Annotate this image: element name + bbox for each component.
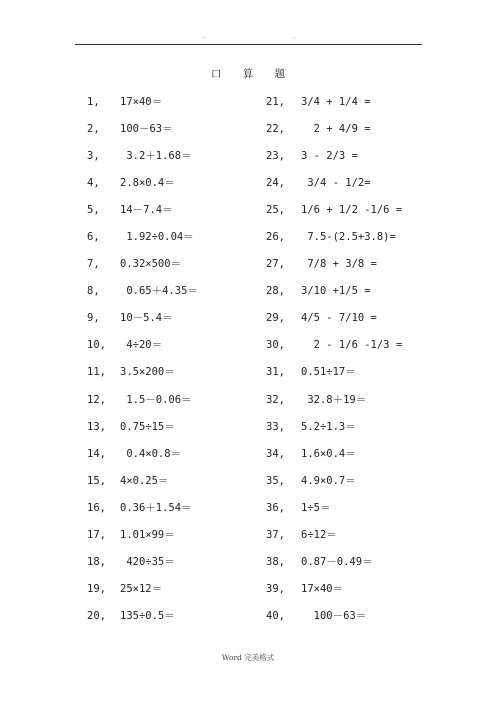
problem-number: 36,	[266, 501, 285, 514]
problem-expression: 14－7.4＝	[120, 204, 173, 217]
problem-expression: 7.5-(2.5+3.8)=	[301, 231, 396, 244]
problem-expression: 135÷0.5＝	[120, 609, 175, 622]
problem-expression: 7/8 + 3/8 =	[301, 258, 377, 271]
problem-number: 10,	[87, 339, 106, 352]
problem-number: 21,	[266, 96, 285, 108]
problem-expression: 25×12＝	[120, 582, 163, 595]
problem-number: 17,	[87, 528, 106, 541]
problem-number: 33,	[266, 420, 285, 433]
problem-expression: 1.92÷0.04＝	[120, 231, 194, 244]
problem-number: 27,	[266, 258, 285, 271]
problem-number: 1,	[87, 96, 100, 108]
problem-number: 14,	[87, 447, 106, 460]
problem-expression: 0.36＋1.54＝	[120, 501, 192, 514]
problem-number: 8,	[87, 285, 100, 298]
problem-expression: 100－63＝	[120, 123, 173, 136]
problem-row	[87, 311, 198, 338]
problem-number: 32,	[266, 393, 285, 406]
problem-expression: 17×40＝	[120, 96, 163, 108]
problem-row	[266, 447, 402, 474]
problem-row	[266, 176, 402, 203]
right-problem-column	[266, 95, 402, 636]
problem-expression: 2 - 1/6 -1/3 =	[301, 339, 403, 352]
left-problem-column	[87, 95, 198, 636]
title-char: 题	[274, 68, 286, 80]
problem-expression: 10－5.4＝	[120, 312, 173, 325]
problem-row	[266, 203, 402, 230]
problem-row	[87, 176, 198, 203]
problem-expression: 3/4 - 1/2=	[301, 177, 371, 190]
problem-number: 39,	[266, 582, 285, 595]
problem-expression: 0.32×500＝	[120, 258, 182, 271]
problem-expression: 3.5×200＝	[120, 366, 175, 379]
problem-row	[87, 501, 198, 528]
problem-number: 38,	[266, 555, 285, 568]
problem-row	[266, 609, 402, 636]
problem-row	[87, 257, 198, 284]
problem-row	[87, 609, 198, 636]
header-dot-right: .	[293, 33, 295, 40]
problem-expression: 2.8×0.4＝	[120, 177, 175, 190]
header-rule	[75, 44, 422, 45]
problem-number: 31,	[266, 366, 285, 379]
problem-row	[266, 501, 402, 528]
problem-expression: 5.2÷1.3＝	[301, 420, 356, 433]
problem-number: 11,	[87, 366, 106, 379]
problem-row	[87, 95, 198, 122]
footer-text: Word 完美格式	[221, 653, 275, 662]
problem-row	[266, 582, 402, 609]
problem-row	[266, 230, 402, 257]
problem-expression: 3/4 + 1/4 =	[301, 96, 371, 108]
problem-row	[266, 474, 402, 501]
problem-number: 23,	[266, 150, 285, 163]
problem-row	[266, 311, 402, 338]
page-title	[0, 66, 496, 81]
problem-row	[87, 230, 198, 257]
problem-row	[87, 393, 198, 420]
problem-row	[87, 447, 198, 474]
problem-row	[266, 284, 402, 311]
problem-number: 20,	[87, 609, 106, 622]
problem-number: 29,	[266, 312, 285, 325]
problem-number: 2,	[87, 123, 100, 136]
problem-number: 35,	[266, 474, 285, 487]
problem-row	[87, 338, 198, 365]
problem-row	[266, 528, 402, 555]
problem-number: 24,	[266, 177, 285, 190]
title-char: 口	[210, 68, 222, 80]
problem-expression: 1.6×0.4＝	[301, 447, 356, 460]
problem-number: 6,	[87, 231, 100, 244]
problem-expression: 0.87－0.49＝	[301, 555, 373, 568]
problem-expression: 4×0.25＝	[120, 474, 169, 487]
problem-row	[266, 95, 402, 122]
problem-expression: 32.8＋19＝	[301, 393, 367, 406]
problem-row	[266, 420, 402, 447]
problem-number: 15,	[87, 474, 106, 487]
problem-expression: 3 - 2/3 =	[301, 150, 358, 163]
problem-expression: 1.01×99＝	[120, 528, 175, 541]
problem-number: 4,	[87, 177, 100, 190]
problem-expression: 420÷35＝	[120, 555, 175, 568]
problem-row	[87, 365, 198, 392]
problem-number: 26,	[266, 231, 285, 244]
problem-number: 34,	[266, 447, 285, 460]
problem-row	[266, 257, 402, 284]
problem-expression: 2 + 4/9 =	[301, 123, 371, 136]
problem-number: 9,	[87, 312, 100, 325]
problem-expression: 6÷12＝	[301, 528, 337, 541]
problem-expression: 0.51÷17＝	[301, 366, 356, 379]
problem-expression: 3/10 +1/5 =	[301, 285, 371, 298]
problem-expression: 0.4×0.8＝	[120, 447, 182, 460]
problem-expression: 3.2＋1.68＝	[120, 150, 192, 163]
problem-row	[266, 555, 402, 582]
problem-row	[87, 528, 198, 555]
problem-number: 3,	[87, 150, 100, 163]
problem-row	[87, 582, 198, 609]
problem-expression: 4.9×0.7＝	[301, 474, 356, 487]
problem-expression: 100－63＝	[301, 609, 367, 622]
problem-row	[266, 393, 402, 420]
problem-row	[87, 474, 198, 501]
problem-expression: 0.75÷15＝	[120, 420, 175, 433]
problem-number: 12,	[87, 393, 106, 406]
problem-row	[87, 420, 198, 447]
problem-row	[87, 203, 198, 230]
problem-number: 19,	[87, 582, 106, 595]
problem-expression: 1÷5＝	[301, 501, 331, 514]
problem-row	[87, 122, 198, 149]
problem-expression: 1/6 + 1/2 -1/6 =	[301, 204, 403, 217]
problem-expression: 4/5 - 7/10 =	[301, 312, 377, 325]
problem-number: 22,	[266, 123, 285, 136]
title-char: 算	[242, 68, 254, 80]
problem-row	[87, 555, 198, 582]
problem-number: 37,	[266, 528, 285, 541]
problem-expression: 1.5－0.06＝	[120, 393, 192, 406]
problem-number: 25,	[266, 204, 285, 217]
problem-number: 28,	[266, 285, 285, 298]
problem-expression: 17×40＝	[301, 582, 344, 595]
problem-row	[87, 149, 198, 176]
problem-number: 30,	[266, 339, 285, 352]
problem-row	[266, 122, 402, 149]
problem-row	[266, 149, 402, 176]
problem-number: 16,	[87, 501, 106, 514]
problem-row	[87, 284, 198, 311]
problem-number: 5,	[87, 204, 100, 217]
problem-number: 13,	[87, 420, 106, 433]
problem-number: 7,	[87, 258, 100, 271]
problem-row	[266, 338, 402, 365]
problem-expression: 4÷20＝	[120, 339, 163, 352]
header-dot-left: .	[203, 33, 205, 40]
problem-row	[266, 365, 402, 392]
problem-number: 18,	[87, 555, 106, 568]
problem-number: 40,	[266, 609, 285, 622]
problem-expression: 0.65＋4.35＝	[120, 285, 198, 298]
